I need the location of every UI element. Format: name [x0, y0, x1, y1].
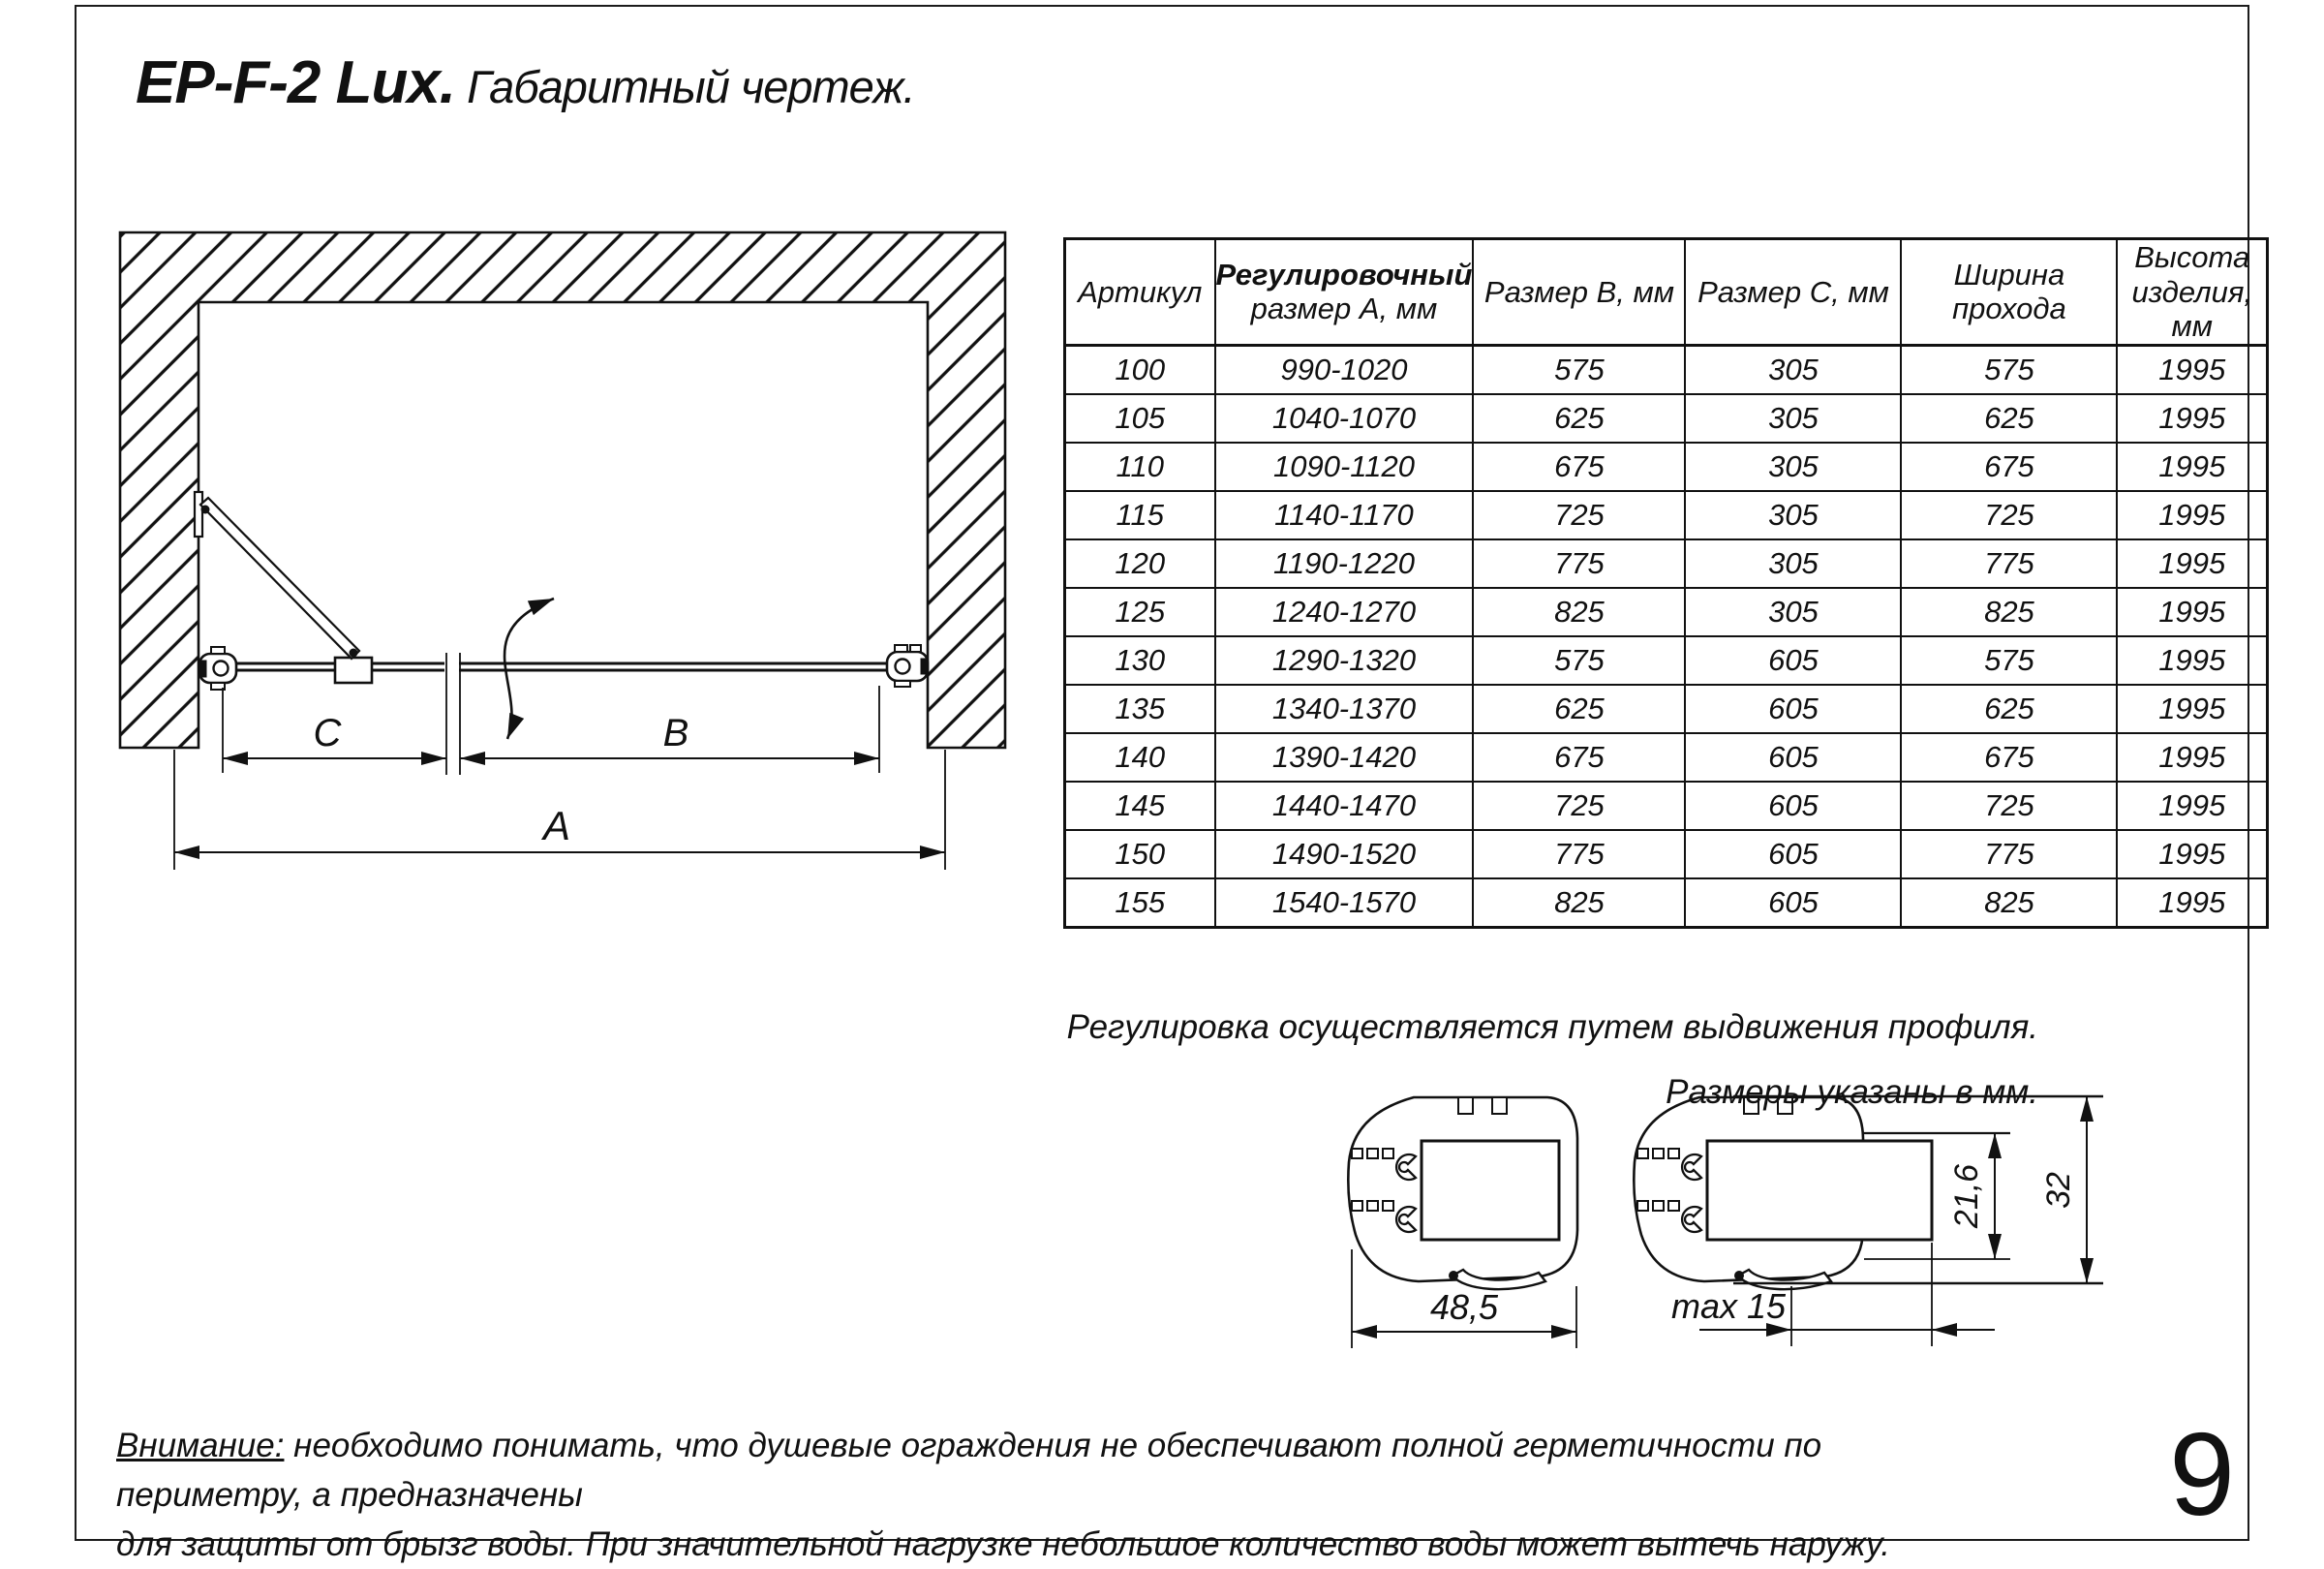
table-cell: 155: [1065, 878, 1215, 928]
profile-sections: [1317, 1085, 2188, 1375]
table-row: [1065, 345, 2268, 394]
table-cell: 825: [1901, 878, 2117, 928]
table-cell: 605: [1685, 685, 1901, 733]
header-size-c: Размер C, мм: [1685, 239, 1901, 346]
table-row: [1065, 636, 2268, 685]
table-cell: 675: [1473, 733, 1685, 782]
table-cell: 725: [1901, 491, 2117, 539]
table-cell: 120: [1065, 539, 1215, 588]
table-cell: 625: [1901, 685, 2117, 733]
header-size-a-line2: размер A, мм: [1250, 292, 1438, 326]
table-cell: 1995: [2117, 685, 2267, 733]
table-cell: 1995: [2117, 878, 2267, 928]
profile-section-right: [1634, 1096, 2103, 1289]
adjustment-notes: [1067, 996, 2038, 1124]
dimension-b: [460, 686, 879, 773]
page-number: 9: [2169, 1408, 2235, 1540]
pivot-connector-block: [335, 658, 372, 683]
table-cell: 775: [1901, 830, 2117, 878]
table-cell: 130: [1065, 636, 1215, 685]
table-cell: 605: [1685, 636, 1901, 685]
dimension-21-6: [1948, 1133, 2002, 1259]
table-cell: 1995: [2117, 636, 2267, 685]
dimension-a: [174, 750, 945, 870]
table-cell: 100: [1065, 345, 1215, 394]
table-cell: 775: [1901, 539, 2117, 588]
table-cell: 1995: [2117, 782, 2267, 830]
table-cell: 145: [1065, 782, 1215, 830]
header-artikul: Артикул: [1065, 239, 1215, 346]
table-cell: 1995: [2117, 491, 2267, 539]
table-cell: 625: [1473, 685, 1685, 733]
table-cell: 1440-1470: [1215, 782, 1474, 830]
table-cell: 305: [1685, 491, 1901, 539]
table-cell: 105: [1065, 394, 1215, 443]
dim-a-label: A: [542, 803, 571, 848]
table-cell: 1190-1220: [1215, 539, 1474, 588]
table-cell: 1390-1420: [1215, 733, 1474, 782]
table-cell: 605: [1685, 782, 1901, 830]
table-row: [1065, 685, 2268, 733]
table-cell: 725: [1901, 782, 2117, 830]
table-cell: 775: [1473, 539, 1685, 588]
table-cell: 305: [1685, 588, 1901, 636]
model-name: EP-F-2 Lux.: [136, 49, 456, 116]
table-cell: 605: [1685, 878, 1901, 928]
header-product-height: Высота изделия, мм: [2117, 239, 2267, 346]
table-cell: 1995: [2117, 443, 2267, 491]
table-row: [1065, 443, 2268, 491]
header-size-a-line1: Регулировочный: [1215, 257, 1473, 292]
table-cell: 1995: [2117, 588, 2267, 636]
dim-b-label: B: [662, 712, 689, 754]
table-cell: 825: [1901, 588, 2117, 636]
table-cell: 575: [1901, 636, 2117, 685]
header-size-a: [1215, 239, 1474, 346]
table-cell: 725: [1473, 491, 1685, 539]
door-wall-hinge-plate: [195, 492, 202, 537]
table-row: [1065, 782, 2268, 830]
left-wall-bracket: [199, 647, 236, 690]
table-cell: 1995: [2117, 733, 2267, 782]
plan-drawing: [116, 223, 1017, 901]
header-size-b: Размер B, мм: [1473, 239, 1685, 346]
table-cell: 605: [1685, 733, 1901, 782]
table-cell: 125: [1065, 588, 1215, 636]
table-cell: 150: [1065, 830, 1215, 878]
table-cell: 1240-1270: [1215, 588, 1474, 636]
warning-label: Внимание:: [116, 1427, 285, 1464]
door-swing-arrow: [501, 592, 557, 742]
warning-line-1: необходимо понимать, что душевые ограждения не обеспечивают полной герметичности по периметру, а предназначены: [116, 1427, 1822, 1514]
table-cell: 305: [1685, 394, 1901, 443]
table-row: [1065, 733, 2268, 782]
table-cell: 1995: [2117, 539, 2267, 588]
table-cell: 775: [1473, 830, 1685, 878]
table-cell: 990-1020: [1215, 345, 1474, 394]
table-cell: 1040-1070: [1215, 394, 1474, 443]
fixed-screen-panel: [209, 663, 886, 670]
dim-max-15-label: max 15: [1670, 1286, 1787, 1326]
table-cell: 1995: [2117, 345, 2267, 394]
table-cell: 140: [1065, 733, 1215, 782]
note-line-2: Размеры указаны в мм.: [1666, 1072, 2038, 1111]
table-row: [1065, 878, 2268, 928]
table-cell: 825: [1473, 878, 1685, 928]
table-row: [1065, 394, 2268, 443]
table-cell: 1995: [2117, 394, 2267, 443]
table-cell: 305: [1685, 539, 1901, 588]
warning-text: [116, 1422, 2014, 1569]
header-passage-width: Ширина прохода: [1901, 239, 2117, 346]
table-cell: 110: [1065, 443, 1215, 491]
spec-table-body: [1065, 345, 2268, 927]
profile-section-left: [1348, 1097, 1577, 1289]
table-cell: 1290-1320: [1215, 636, 1474, 685]
note-line-1: Регулировка осуществляется путем выдвижения профиля.: [1066, 1008, 2038, 1046]
table-cell: 725: [1473, 782, 1685, 830]
table-cell: 675: [1473, 443, 1685, 491]
table-cell: 1090-1120: [1215, 443, 1474, 491]
table-cell: 825: [1473, 588, 1685, 636]
title-subtitle: Габаритный чертеж.: [455, 61, 915, 112]
table-cell: 575: [1473, 345, 1685, 394]
dim-48-5-label: 48,5: [1429, 1287, 1499, 1327]
table-cell: 305: [1685, 443, 1901, 491]
table-row: [1065, 491, 2268, 539]
dim-c-label: C: [313, 712, 342, 754]
dimension-32: [2040, 1096, 2094, 1283]
spec-table: [1063, 237, 2269, 929]
table-row: [1065, 588, 2268, 636]
table-cell: 1340-1370: [1215, 685, 1474, 733]
table-cell: 135: [1065, 685, 1215, 733]
table-cell: 1540-1570: [1215, 878, 1474, 928]
spec-table-header-row: [1065, 239, 2268, 346]
door-hinge-pin-top: [201, 506, 210, 514]
table-cell: 115: [1065, 491, 1215, 539]
table-cell: 575: [1901, 345, 2117, 394]
dim-21-6-label: 21,6: [1948, 1163, 1985, 1229]
table-row: [1065, 830, 2268, 878]
table-cell: 675: [1901, 443, 2117, 491]
table-cell: 1490-1520: [1215, 830, 1474, 878]
table-cell: 625: [1901, 394, 2117, 443]
dimension-c: [223, 688, 446, 773]
table-cell: 1995: [2117, 830, 2267, 878]
table-cell: 605: [1685, 830, 1901, 878]
table-cell: 305: [1685, 345, 1901, 394]
table-cell: 675: [1901, 733, 2117, 782]
door-hinge-pin-bottom: [350, 649, 358, 658]
right-wall-bracket: [887, 645, 928, 687]
table-cell: 575: [1473, 636, 1685, 685]
table-row: [1065, 539, 2268, 588]
warning-line-2: для защиты от брызг воды. При значительной нагрузке небольшое количество воды может вытечь наружу.: [116, 1524, 1890, 1563]
table-cell: 1140-1170: [1215, 491, 1474, 539]
dim-32-label: 32: [2040, 1172, 2077, 1209]
page-title: [136, 48, 915, 117]
table-cell: 625: [1473, 394, 1685, 443]
folding-door-panel: [200, 498, 359, 659]
